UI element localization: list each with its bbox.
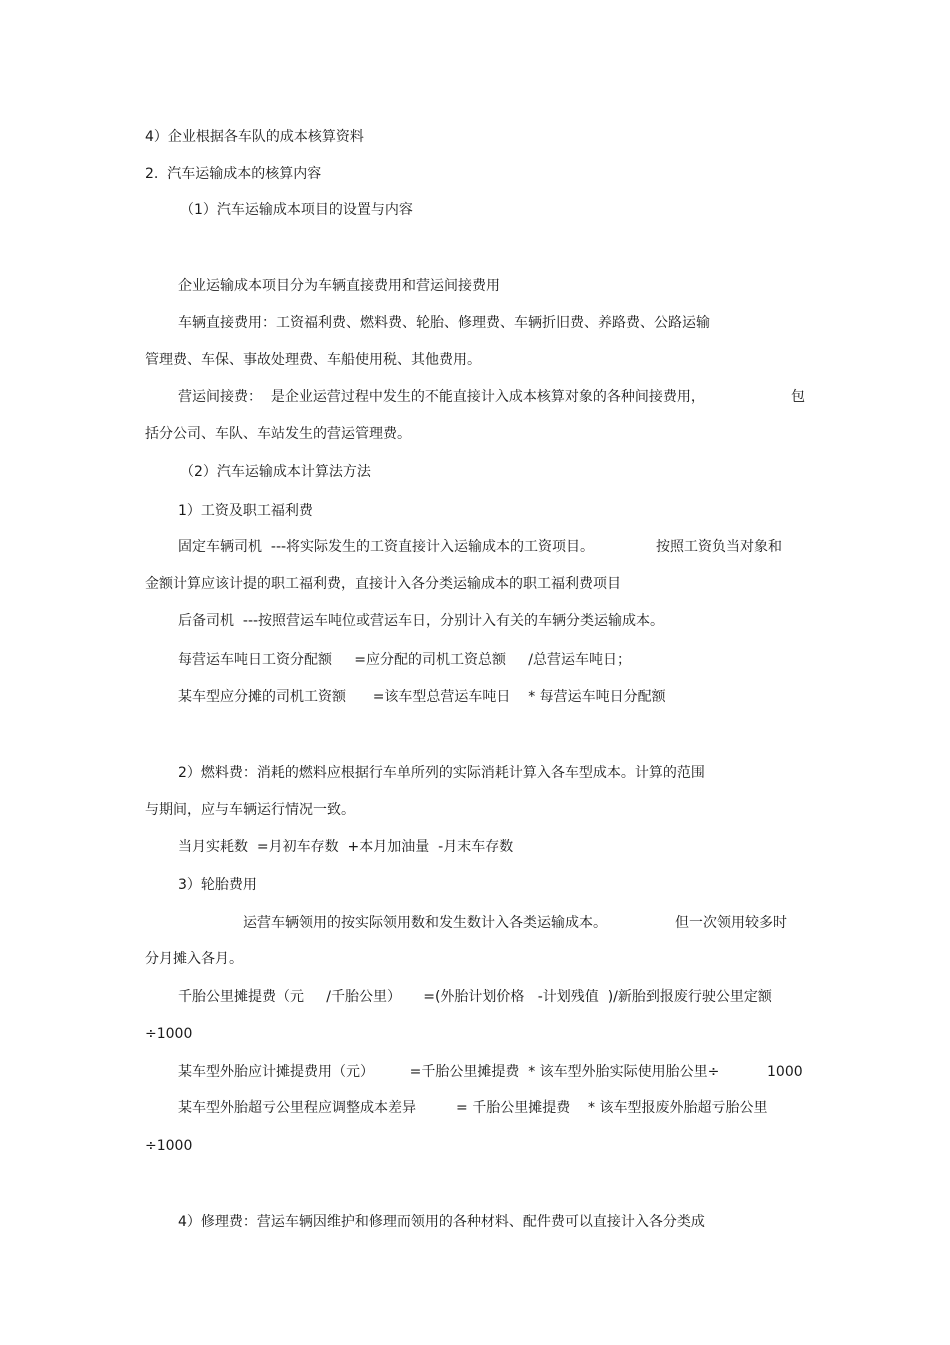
text-line: 营运间接费： 是企业运营过程中发生的不能直接计入成本核算对象的各种间接费用， xyxy=(178,389,705,405)
text-line: 管理费、车保、事故处理费、车船使用税、其他费用。 xyxy=(145,352,481,368)
formula-line: 1000 xyxy=(767,1064,803,1080)
formula-line: ÷1000 xyxy=(145,1138,193,1154)
text-line: 4）企业根据各车队的成本核算资料 xyxy=(145,129,364,145)
text-line: 包 xyxy=(791,389,805,405)
text-line: 后备司机 ---按照营运车吨位或营运车日，分别计入有关的车辆分类运输成本。 xyxy=(178,613,665,629)
text-line: 按照工资负当对象和 xyxy=(656,539,782,555)
text-line: 2）燃料费：消耗的燃料应根据行车单所列的实际消耗计算入各车型成本。计算的范围 xyxy=(178,765,705,781)
text-line: 企业运输成本项目分为车辆直接费用和营运间接费用 xyxy=(178,278,500,294)
text-line: 4）修理费：营运车辆因维护和修理而领用的各种材料、配件费可以直接计入各分类成 xyxy=(178,1214,705,1230)
formula-line: 某车型应分摊的司机工资额 =该车型总营运车吨日 * 每营运车吨日分配额 xyxy=(178,689,666,705)
text-line: 金额计算应该计提的职工福利费，直接计入各分类运输成本的职工福利费项目 xyxy=(145,576,621,592)
formula-line: 某车型外胎超亏公里程应调整成本差异 = 千胎公里摊提费 * 该车型报废外胎超亏胎公里 xyxy=(178,1100,768,1116)
formula-line: 当月实耗数 =月初车存数 +本月加油量 -月末车存数 xyxy=(178,839,514,855)
text-line: 与期间，应与车辆运行情况一致。 xyxy=(145,802,355,818)
text-line: 分月摊入各月。 xyxy=(145,951,243,967)
subsection-heading: （1）汽车运输成本项目的设置与内容 xyxy=(180,202,413,218)
text-line: 固定车辆司机 ---将实际发生的工资直接计入运输成本的工资项目。 xyxy=(178,539,595,555)
subsection-heading: （2）汽车运输成本计算法方法 xyxy=(180,464,371,480)
formula-line: 每营运车吨日工资分配额 =应分配的司机工资总额 /总营运车吨日； xyxy=(178,652,631,668)
text-line: 3）轮胎费用 xyxy=(178,877,257,893)
formula-line: 某车型外胎应计摊提费用（元） =千胎公里摊提费 * 该车型外胎实际使用胎公里÷ xyxy=(178,1064,720,1080)
text-line: 括分公司、车队、车站发生的营运管理费。 xyxy=(145,426,411,442)
text-line: 运营车辆领用的按实际领用数和发生数计入各类运输成本。 xyxy=(243,915,607,931)
section-heading: 2. 汽车运输成本的核算内容 xyxy=(145,166,322,182)
text-line: 1）工资及职工福利费 xyxy=(178,503,313,519)
text-line: 但一次领用较多时 xyxy=(675,915,787,931)
formula-line: 千胎公里摊提费（元 /千胎公里） =(外胎计划价格 -计划残值 )/新胎到报废行驶公里定额 xyxy=(178,989,772,1005)
formula-line: ÷1000 xyxy=(145,1026,193,1042)
text-line: 车辆直接费用：工资福利费、燃料费、轮胎、修理费、车辆折旧费、养路费、公路运输 xyxy=(178,315,710,331)
